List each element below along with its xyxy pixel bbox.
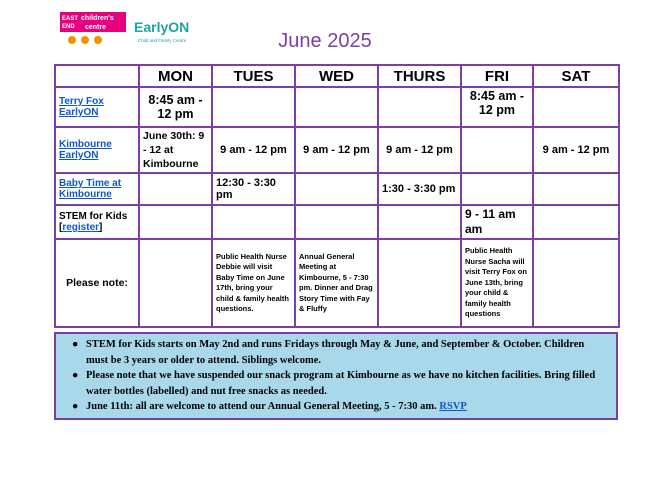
page-title: June 2025	[278, 30, 372, 52]
schedule-cell	[461, 173, 533, 205]
svg-text:EAST: EAST	[62, 16, 79, 22]
notes-list	[56, 334, 616, 415]
day-header: TUES	[212, 65, 295, 87]
svg-text:EarlyON: EarlyON	[134, 19, 190, 35]
schedule-cell: 1:30 - 3:30 pm	[378, 173, 461, 205]
program-cell	[55, 173, 139, 205]
schedule-cell	[533, 87, 619, 127]
bullet-icon: ●	[72, 339, 79, 350]
schedule-cell	[533, 205, 619, 239]
schedule-cell: 8:45 am - 12 pm	[139, 87, 212, 127]
day-header: FRI	[461, 65, 533, 87]
note-item: ● STEM for Kids starts on May 2nd and runs Fridays through May & June, and September & October. Children must be 3 years or older to attend. Siblings welcome.	[72, 339, 585, 366]
program-link-kimbourne[interactable]: Kimbourne EarlyON	[59, 139, 112, 161]
table-row	[55, 239, 619, 327]
schedule-cell: 9 - 11 am am	[461, 205, 533, 239]
please-note-label: Please note:	[55, 239, 139, 327]
svg-text:Child and Family Centre: Child and Family Centre	[138, 38, 187, 43]
schedule-cell	[461, 127, 533, 173]
table-row	[55, 173, 619, 205]
schedule-cell	[295, 173, 378, 205]
day-header: WED	[295, 65, 378, 87]
bullet-icon: ●	[72, 401, 79, 412]
program-cell	[55, 87, 139, 127]
day-header: MON	[139, 65, 212, 87]
schedule-cell	[212, 205, 295, 239]
note-item: ● Please note that we have suspended our snack program at Kimbourne as we have no kitchen facilities. Bring filled water bottles (labelled) and nut free snacks as needed.	[72, 370, 596, 397]
note-cell: Public Health Nurse Sacha will visit Terry Fox on June 13th, bring your child & family health questions	[461, 239, 533, 327]
program-link-terry-fox[interactable]: Terry Fox EarlyON	[59, 96, 104, 118]
schedule-table	[54, 64, 620, 328]
program-label-stem: STEM for Kids	[59, 211, 128, 222]
day-header: SAT	[533, 65, 619, 87]
program-cell	[55, 127, 139, 173]
svg-text:END: END	[62, 24, 75, 30]
register-link[interactable]: register	[62, 222, 100, 233]
notes-box	[54, 332, 618, 420]
schedule-cell	[139, 173, 212, 205]
schedule-cell	[378, 87, 461, 127]
table-row	[55, 205, 619, 239]
note-cell	[533, 239, 619, 327]
schedule-cell	[378, 205, 461, 239]
table-row	[55, 127, 619, 173]
day-header: THURS	[378, 65, 461, 87]
note-cell: Public Health Nurse Debbie will visit Baby Time on June 17th, bring your child & family health questions.	[212, 239, 295, 327]
note-cell	[139, 239, 212, 327]
schedule-cell	[139, 205, 212, 239]
schedule-cell: 9 am - 12 pm	[378, 127, 461, 173]
schedule-cell	[295, 87, 378, 127]
program-cell: STEM for Kids [register]	[55, 205, 139, 239]
rsvp-link[interactable]: RSVP	[439, 401, 467, 412]
schedule-cell: 9 am - 12 pm	[533, 127, 619, 173]
schedule-cell: June 30th: 9 - 12 at Kimbourne	[139, 127, 212, 173]
schedule-cell: 9 am - 12 pm	[295, 127, 378, 173]
schedule-cell	[295, 205, 378, 239]
schedule-cell	[533, 173, 619, 205]
table-row	[55, 87, 619, 127]
svg-text:children's: children's	[81, 15, 114, 22]
schedule-cell: 12:30 - 3:30 pm	[212, 173, 295, 205]
schedule-cell: 9 am - 12 pm	[212, 127, 295, 173]
note-cell: Annual General Meeting at Kimbourne, 5 - 7:30 pm. Dinner and Drag Story Time with Fay & Fluffy	[295, 239, 378, 327]
program-link-baby-time[interactable]: Baby Time at Kimbourne	[59, 178, 122, 200]
schedule-cell: 8:45 am - 12 pm	[461, 87, 533, 127]
note-cell	[378, 239, 461, 327]
svg-text:centre: centre	[85, 24, 107, 31]
corner-cell	[55, 65, 139, 87]
note-item: ● June 11th: all are welcome to attend our Annual General Meeting, 5 - 7:30 am. RSVP	[86, 399, 608, 415]
schedule-cell	[212, 87, 295, 127]
bullet-icon: ●	[72, 370, 79, 381]
header-row	[55, 65, 619, 87]
